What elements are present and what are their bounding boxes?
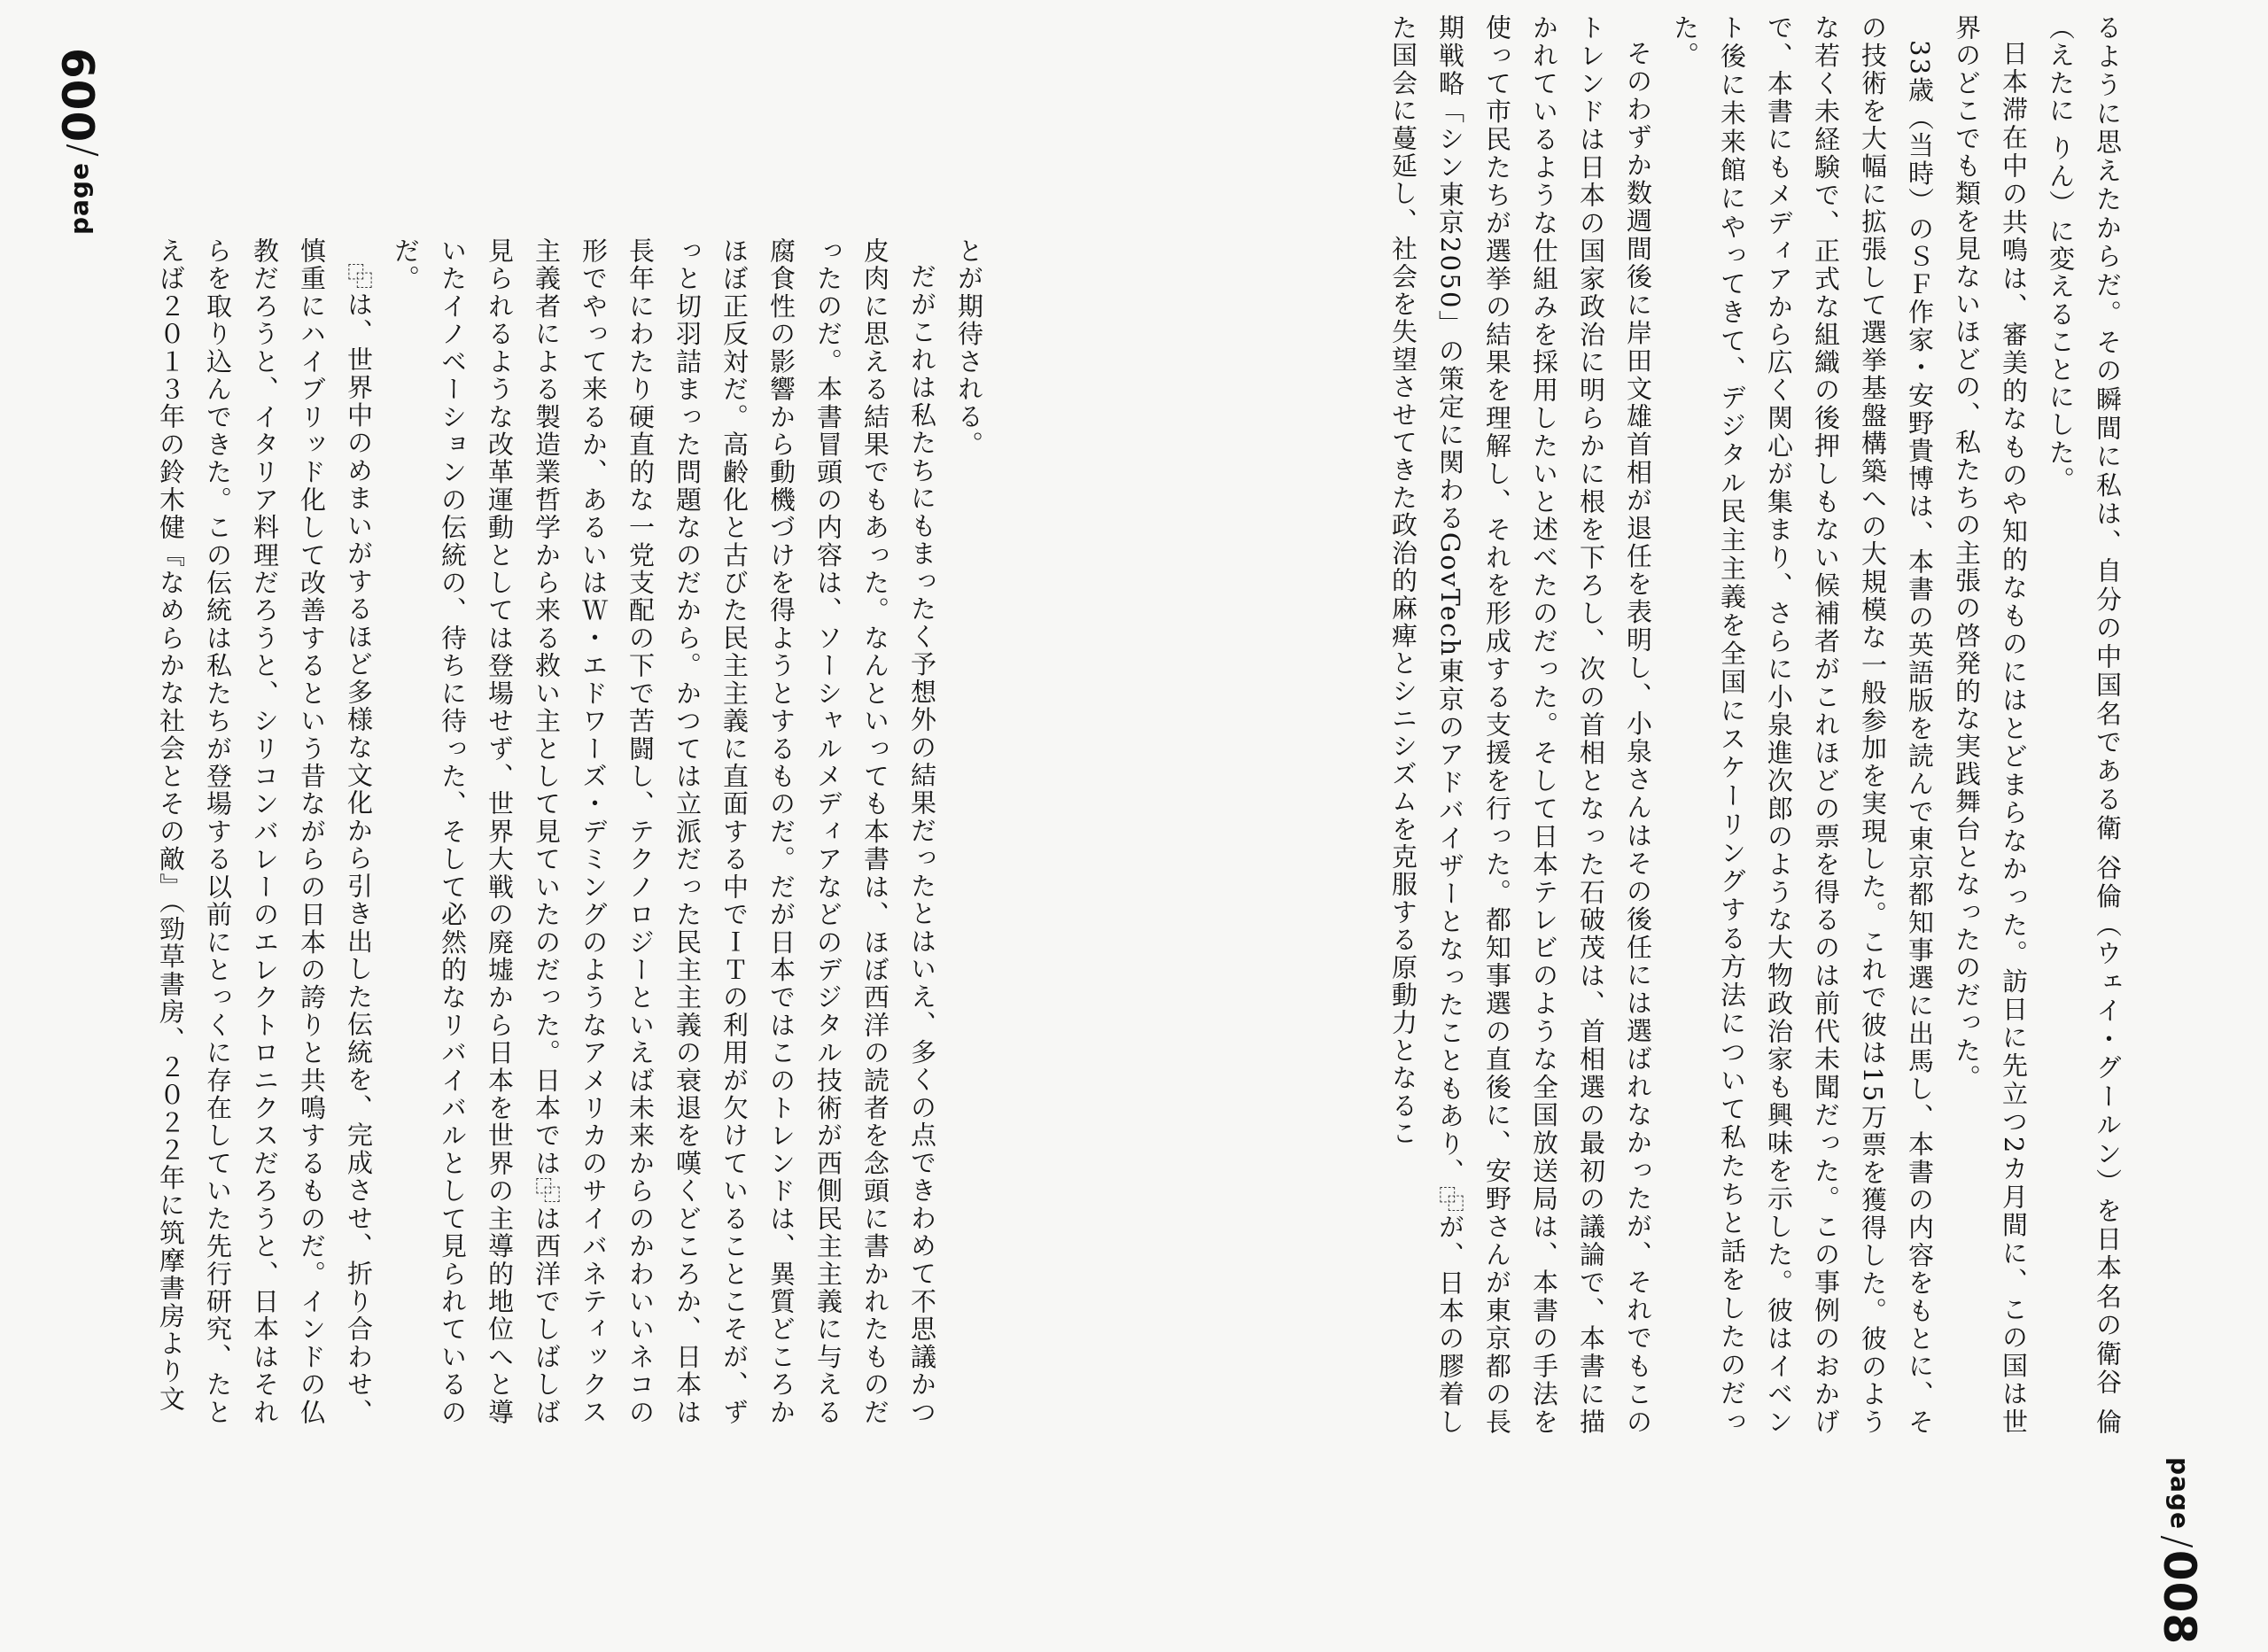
paragraph: 33歳（当時）のＳＦ作家・安野貴博は、本書の英語版を読んで東京都知事選に出馬し、本書の内容をもとに、その技術を大幅に拡張して選挙基盤構築への大規模な一般参加を実現した。これで彼は15万票を獲得した。彼のような若く未経験で、正式な組織の後押しもない候補者がこれほどの票を得るのは前代未聞だった。この事例のおかげで、本書にもメディアから広く関心が集まり、さらに小泉進次郎のような大物政治家も興味を示した。彼はイベント後に未来館にやってきて、デジタル民主主義を全国にスケーリングする方法について私たちと話をしたのだった。: [1670, 14, 1935, 1436]
paragraph: ⿻は、世界中のめまいがするほど多様な文化から引き出した伝統を、完成させ、折り合わせ、慎重にハイブリッド化して改善するという昔ながらの日本の誇りと共鳴するものだ。インドの仏教だろうと、イタリア料理だろうと、シリコンバレーのエレクトロニクスだろうと、日本はそれらを取り込んできた。この伝統は私たちが登場する以前にとっくに存在していた先行研究、たとえば２０１３年の鈴木健『なめらかな社会とその敵』（勁草書房、２０２２年に筑摩書房より文: [156, 237, 374, 1426]
paragraph: そのわずか数週間後に岸田文雄首相が退任を表明し、小泉さんはその後任には選ばれなかったが、それでもこのトレンドは日本の国家政治に明らかに根を下ろし、次の首相となった石破茂は、首相選の最初の議論で、本書に描かれているような仕組みを採用したいと述べたのだった。そして日本テレビのような全国放送局は、本書の手法を使って市民たちが選挙の結果を理解し、それを形成する支援を行った。都知事選の直後に、安野さんが東京都の長期戦略「シン東京2050」の策定に関わるGovTech東京のアドバイザーとなったこともあり、⿻が、日本の膠着した国会に蔓延し、社会を失望させてきた政治的麻痺とシニシズムを克服する原動力となるこ: [1388, 14, 1653, 1436]
folio-slash: /: [2155, 1534, 2200, 1548]
paragraph: 日本滞在中の共鳴は、審美的なものや知的なものにはとどまらなかった。訪日に先立つ2カ月間に、この国は世界のどこでも類を見ないほどの、私たちの主張の啓発的な実践舞台となったのだった。: [1952, 14, 2029, 1436]
paragraph: るように思えたからだ。その瞬間に私は、自分の中国名である衛 谷倫（ウェイ・グールン）を日本名の衛谷 倫（えたに りん）に変えることにした。: [2046, 14, 2123, 1436]
folio-slash: /: [59, 143, 105, 158]
folio-word: page: [65, 162, 94, 235]
folio-number: 008: [2154, 1549, 2205, 1646]
page-number-009: [49, 40, 111, 235]
page-number-008: [2148, 1457, 2210, 1652]
folio-word: page: [2165, 1457, 2194, 1530]
paragraph: だがこれは私たちにもまったく予想外の結果だったとはいえ、多くの点できわめて不思議かつ皮肉に思える結果でもあった。なんといっても本書は、ほぼ西洋の読者を念頭に書かれたものだったのだ。本書冒頭の内容は、ソーシャルメディアなどのデジタル技術が西側民主主義に与える腐食性の影響から動機づけを得ようとするものだ。だが日本ではこのトレンドは、異質どころかほぼ正反対だ。高齢化と古びた民主主義に直面する中でＩＴの利用が欠けていることこそが、ずっと切羽詰まった問題なのだから。かつては立派だった民主主義の衰退を嘆くどころか、日本は長年にわたり硬直的な一党支配の下で苦闘し、テクノロジーといえば未来からのかわいいネコの形でやって来るか、あるいはＷ・エドワーズ・デミングのようなアメリカのサイバネティックス主義者による製造業哲学から来る救い主として見ていたのだった。日本では⿻は西洋でしばしば見られるような改革運動としては登場せず、世界大戦の廃墟から日本を世界の主導的地位へと導いたイノベーションの伝統の、待ちに待った、そして必然的なリバイバルとして見られているのだ。: [391, 237, 937, 1426]
right-page-text: [1262, 14, 2131, 1436]
folio-number: 009: [54, 46, 105, 143]
paragraph: とが期待される。: [954, 237, 984, 459]
left-page-text: [156, 237, 992, 1426]
